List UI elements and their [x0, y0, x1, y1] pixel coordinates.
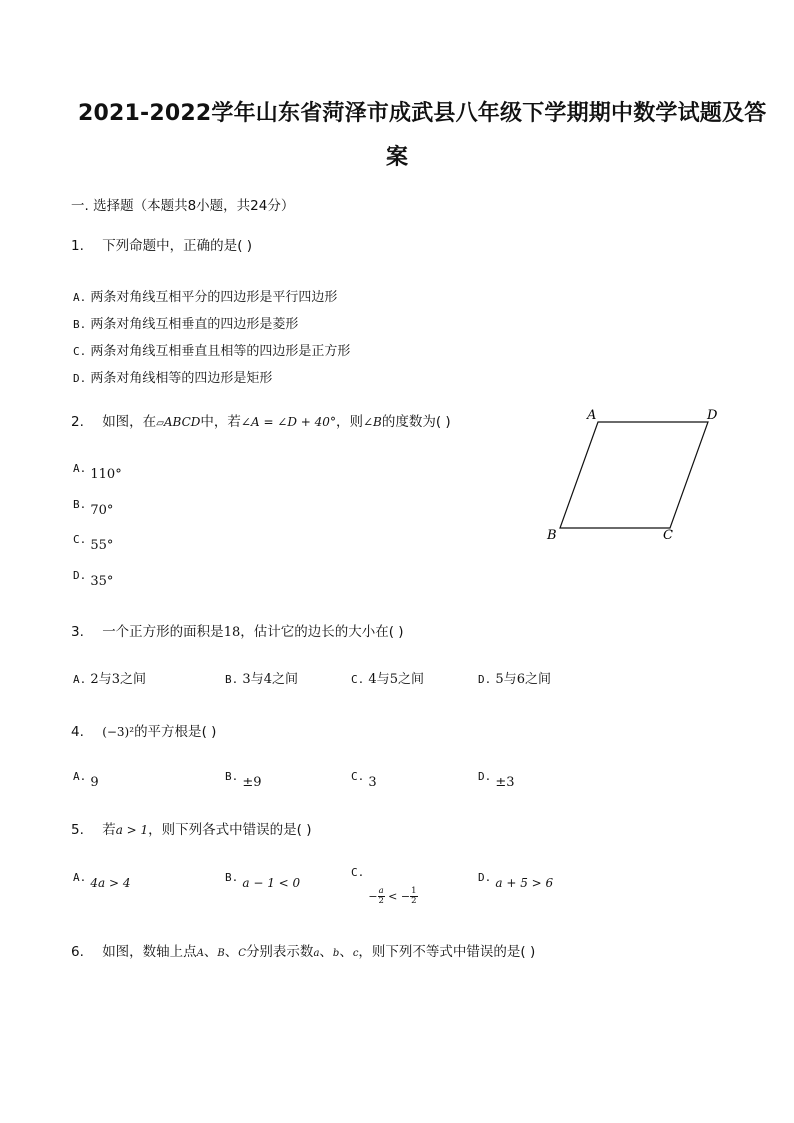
q3-option-b[interactable]: [225, 668, 298, 687]
option-label: D.: [478, 673, 492, 686]
option-number: 3: [242, 672, 251, 687]
answer-paren: ( ): [237, 238, 253, 254]
question-text: ，则下列各式中错误的是: [148, 822, 297, 838]
question-5: [71, 818, 312, 838]
parallelogram-figure: [540, 400, 730, 550]
option-fraction-expression: [368, 887, 417, 906]
question-2: [71, 410, 451, 430]
question-text: 的平方根是: [134, 724, 202, 740]
option-text: 9: [90, 775, 99, 790]
q2-option-d[interactable]: [73, 569, 113, 589]
math-abcd: ABCD: [163, 415, 201, 429]
q5-option-b[interactable]: [225, 871, 300, 891]
math-operator: < −: [384, 890, 411, 903]
fraction-a-over-2: [378, 887, 385, 906]
q2-option-b[interactable]: [73, 498, 113, 518]
question-3: [71, 620, 404, 640]
q2-option-c[interactable]: [73, 533, 113, 553]
separator: 、: [339, 944, 353, 960]
option-label: B.: [225, 770, 239, 783]
math-angle-expression: ∠A = ∠D + 40°: [240, 415, 336, 429]
vertex-label-a: A: [587, 408, 597, 423]
question-number: 5.: [71, 822, 84, 838]
answer-paren: ( ): [201, 724, 217, 740]
option-label: A.: [73, 291, 87, 304]
option-label: C.: [351, 673, 365, 686]
q4-option-b[interactable]: [225, 770, 262, 790]
option-label: C.: [73, 533, 87, 546]
question-4: [71, 720, 216, 740]
question-text: ，则下列不等式中错误的是: [358, 944, 521, 960]
question-text: 的度数为: [381, 414, 436, 430]
option-text: 与: [376, 672, 390, 687]
q5-option-c[interactable]: [351, 866, 418, 906]
option-text: 两条对角线相等的四边形是矩形: [90, 371, 273, 386]
option-label: B.: [73, 498, 87, 511]
separator: 、: [203, 944, 218, 960]
option-label: B.: [225, 871, 239, 884]
option-text: 与: [250, 672, 264, 687]
math-condition: a > 1: [115, 823, 149, 837]
q2-option-a[interactable]: [73, 462, 122, 482]
math-expression: (−3)²: [102, 725, 135, 739]
question-number: 3.: [71, 624, 84, 640]
q1-option-a[interactable]: [73, 286, 337, 305]
question-stem: 下列命题中，正确的是: [102, 238, 238, 254]
q1-option-b[interactable]: [73, 313, 298, 332]
option-text: 与: [98, 672, 112, 687]
number-a: a: [313, 948, 320, 959]
question-text: 若: [102, 822, 116, 838]
option-label: D.: [73, 569, 87, 582]
page-title-continued: 案: [386, 145, 409, 170]
parallelogram-shape: [560, 422, 708, 528]
q4-option-d[interactable]: [478, 770, 515, 790]
answer-paren: ( ): [296, 822, 312, 838]
option-text: 之间: [524, 672, 551, 687]
option-text: 之间: [397, 672, 424, 687]
fraction-denominator: 2: [378, 896, 384, 906]
answer-paren: ( ): [435, 414, 451, 430]
option-text: 70°: [90, 503, 114, 518]
question-number: 2.: [71, 414, 84, 430]
option-text: 两条对角线互相垂直且相等的四边形是正方形: [90, 344, 351, 359]
option-number: 3: [111, 672, 120, 687]
number-b: b: [332, 948, 340, 959]
math-angle-b: ∠B: [362, 415, 382, 429]
question-text: ，估计它的边长的大小在: [240, 624, 389, 640]
question-text: 如图，在: [102, 414, 157, 430]
option-label: C.: [351, 866, 365, 879]
question-text: 一个正方形的面积是: [102, 624, 224, 640]
q1-option-d[interactable]: [73, 367, 272, 386]
option-number: 5: [389, 672, 398, 687]
question-text: 如图，数轴上点: [102, 944, 197, 960]
point-b: B: [217, 948, 225, 959]
point-a: A: [196, 948, 204, 959]
question-number: 4.: [71, 724, 84, 740]
option-text: 两条对角线互相平分的四边形是平行四边形: [90, 290, 338, 305]
option-number: 4: [263, 672, 272, 687]
option-label: D.: [478, 770, 492, 783]
option-label: D.: [478, 871, 492, 884]
q3-option-c[interactable]: [351, 668, 424, 687]
vertex-label-b: B: [547, 528, 557, 543]
fraction-denominator: 2: [411, 896, 417, 906]
q4-option-c[interactable]: [351, 770, 377, 790]
answer-paren: ( ): [520, 944, 536, 960]
q3-option-a[interactable]: [73, 668, 146, 687]
question-6: [71, 940, 535, 960]
option-text: 与: [503, 672, 517, 687]
fraction-numerator: a: [378, 886, 384, 896]
vertex-label-c: C: [663, 528, 673, 543]
point-c: C: [238, 948, 246, 959]
option-text: 之间: [271, 672, 298, 687]
option-number: 5: [495, 672, 504, 687]
q5-option-d[interactable]: [478, 871, 553, 891]
option-number: 2: [90, 672, 99, 687]
option-text: 4a > 4: [90, 876, 131, 890]
option-label: B.: [73, 318, 87, 331]
fraction-numerator: 1: [411, 886, 417, 896]
parallelogram-symbol: ▱: [156, 418, 164, 429]
q5-option-a[interactable]: [73, 871, 131, 891]
option-label: A.: [73, 770, 87, 783]
option-text: a + 5 > 6: [495, 876, 554, 890]
option-text: ±9: [242, 775, 262, 790]
question-text: ，则: [335, 414, 363, 430]
question-1: [71, 234, 252, 254]
option-text: 55°: [90, 538, 114, 553]
question-number: 1.: [71, 238, 84, 254]
fraction-1-over-2: [410, 887, 417, 906]
math-value: 18: [223, 625, 241, 640]
option-label: B.: [225, 673, 239, 686]
vertex-label-d: D: [707, 408, 718, 423]
option-label: D.: [73, 372, 87, 385]
option-label: C.: [73, 345, 87, 358]
question-text: 中，若: [200, 414, 241, 430]
question-number: 6.: [71, 944, 84, 960]
option-text: 35°: [90, 574, 114, 589]
option-label: A.: [73, 871, 87, 884]
page-title: 2021-2022学年山东省菏泽市成武县八年级下学期期中数学试题及答: [78, 101, 767, 126]
separator: 、: [224, 944, 239, 960]
option-text: 110°: [90, 467, 122, 482]
option-text: 3: [368, 775, 377, 790]
option-text: 两条对角线互相垂直的四边形是菱形: [90, 317, 299, 332]
option-text: 之间: [119, 672, 146, 687]
option-label: A.: [73, 673, 87, 686]
option-number: 4: [368, 672, 377, 687]
option-label: C.: [351, 770, 365, 783]
option-label: A.: [73, 462, 87, 475]
separator: 、: [319, 944, 333, 960]
q4-option-a[interactable]: [73, 770, 99, 790]
answer-paren: ( ): [388, 624, 404, 640]
minus-sign: −: [368, 890, 378, 903]
q1-option-c[interactable]: [73, 340, 350, 359]
question-text: 分别表示数: [245, 944, 314, 960]
option-number: 6: [516, 672, 525, 687]
q3-option-d[interactable]: [478, 668, 551, 687]
number-c: c: [352, 948, 359, 959]
option-text: ±3: [495, 775, 515, 790]
section-heading: 一. 选择题（本题共8小题，共24分）: [71, 198, 295, 214]
option-text: a − 1 < 0: [242, 876, 301, 890]
